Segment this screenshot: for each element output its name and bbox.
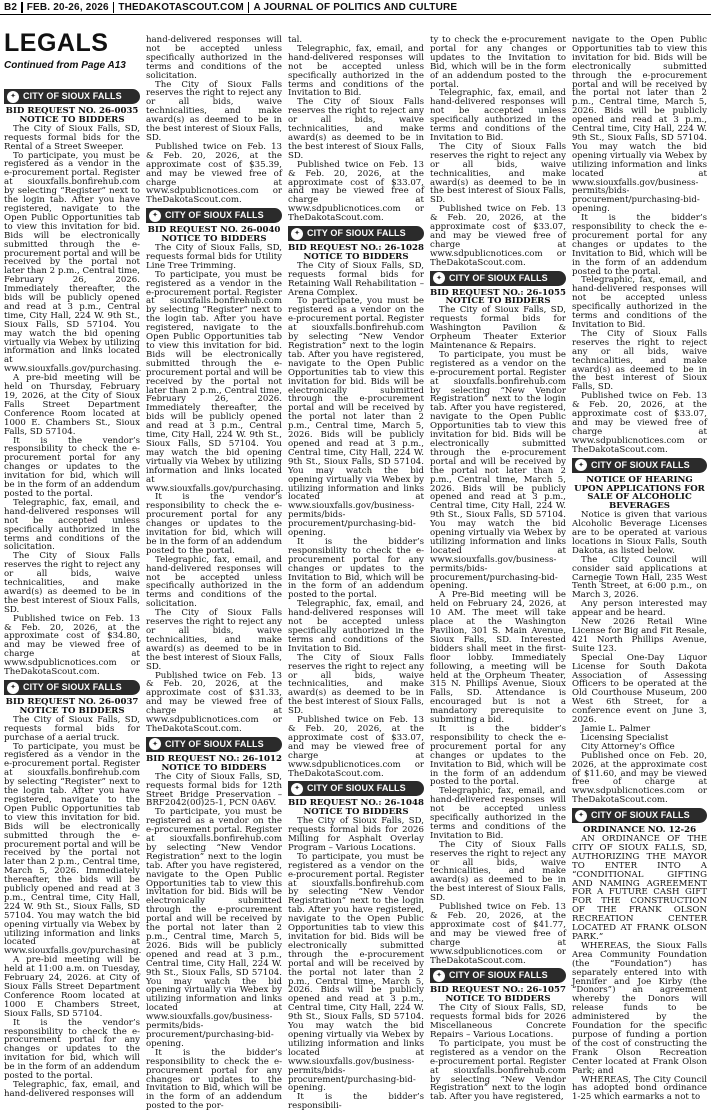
notice-paragraph: To participate, you must be registered as a vendor on the e-procurement portal. Register at siouxfalls.bonfirehub.com by selecting “New Vendor Registration” next to the login tab. After you have registered, navigate to the Open Public Opportunities tab to view this invitation for bid. Bids will be electronically submitted through the e-procurement portal and will be received by the portal not later than 2 p.m., Central time, March 5, 2026. Bids will be publicly opened and read at 3 p.m., Central time, City Hall, 224 W. 9th St., Sioux Falls, SD 57104. You may watch the bid opening virtually via Webex by utilizing information and links located at www.siouxfalls.gov/business-permits/bids-procurement/purchasing-bid-opening. bbox=[430, 349, 566, 592]
notice-header: NOTICE TO BIDDERS bbox=[445, 994, 551, 1005]
banner-label: CITY OF SIOUX FALLS bbox=[449, 272, 548, 283]
notice-paragraph: Any person interested may appear and be heard. bbox=[572, 599, 707, 619]
banner-label: CITY OF SIOUX FALLS bbox=[307, 783, 406, 794]
notice-paragraph: Published once on Feb. 20, 2026, at the approximate cost of $11.60, and may be viewed free of charge at www.sdpublicnotices.com or TheDakotaScout.com. bbox=[572, 750, 707, 806]
section-heading bbox=[4, 30, 142, 71]
banner-label: CITY OF SIOUX FALLS bbox=[591, 810, 690, 821]
notice-paragraph: To participate, you must be registered as a vendor on the e-procurement portal. Register at siouxfalls.bonfirehub.com by selecting “New Vendor Registration” next to the login tab. After you have registered, bbox=[430, 1038, 566, 1103]
notice-paragraph: tal. bbox=[288, 35, 303, 45]
notice-paragraph: Published twice on Feb. 13 & Feb. 20, 2026, at the approximate cost of $33.07, and may be viewed free of charge at www.sdpublicnotices.com or TheDakotaScout.com. bbox=[288, 715, 424, 779]
notice-paragraph: To participate, you must be registered as a vendor in the e-procurement portal. Register at siouxfalls.bonfirehub.com by selecting “Register” next to the login tab. After you have registered, navigate to the Open Public Opportunities tab to view this invitation for bid. Bids will be electronically submitted through the e-procurement portal and will be received by the portal not later than 2 p.m., Central time, March 5, 2026. Immediately thereafter, the bids will be publicly opened and read at 3 p.m., Central time, City Hall, 224 W. 9th St., Sioux Falls, SD 57104. You may watch the bid opening virtually via Webex by utilizing information and links located at www.siouxfalls.gov/purchasing. bbox=[4, 741, 142, 957]
notice-paragraph: Published twice on Feb. 13 & Feb. 20, 2026, at the approximate cost of $33.07, and may be viewed free of charge at www.sdpublicnotices.com or TheDakotaScout.com. bbox=[572, 391, 707, 455]
notice-paragraph: Published twice on Feb. 13 & Feb. 20, 2026, at the approximate cost of $33.07, and may be viewed free of charge at www.sdpublicnotices.com or TheDakotaScout.com. bbox=[288, 159, 424, 224]
notice-header: BID REQUEST NO.: 26-1057 bbox=[430, 985, 566, 996]
notice-paragraph: Telegraphic, fax, email, and hand-delivered responses will not be accepted unless specifically authorized in the terms and conditions of the Invitation to Bid. bbox=[288, 43, 424, 99]
page-number: B2 bbox=[4, 1, 18, 13]
notice-paragraph: Telegraphic, fax, email, and hand-delivered responses will not be accepted unless specifically authorized in the terms and conditions of the solicitation. bbox=[4, 497, 140, 553]
notice-paragraph: It is the bidder’s responsibility to check the e-procurement portal for any changes or updates to the Invitation to Bid, which will be in the form of an addendum posted to the portal. bbox=[430, 723, 566, 788]
notice-paragraph: Published twice on Feb. 13 & Feb. 20, 2026, at the approximate cost of $33.07, and may be viewed free of charge at www.sdpublicnotices.com or TheDakotaScout.com. bbox=[430, 204, 566, 268]
city-seal-icon: ✦ bbox=[291, 783, 303, 795]
notice-paragraph: ty to check the e-procurement portal for any changes or updates to the Invitation to Bid, which will be in the form of an addendum posted to the portal. bbox=[430, 35, 566, 90]
section-banner bbox=[572, 458, 707, 473]
masthead bbox=[0, 0, 711, 15]
column-4 bbox=[430, 35, 566, 1103]
continued-note: Continued from Page A13 bbox=[4, 60, 126, 71]
notice-paragraph: The City of Sioux Falls, SD, requests formal bids for 2026 Miscellaneous Concrete Repairs – Various Locations. bbox=[430, 1003, 566, 1040]
notice-header: NOTICE TO BIDDERS bbox=[19, 114, 125, 125]
column-2 bbox=[146, 35, 284, 1111]
banner-label: CITY OF SIOUX FALLS bbox=[165, 210, 264, 221]
notice-paragraph: City Attorney’s Office bbox=[581, 741, 675, 752]
notice-paragraph: Published twice on Feb. 13 & Feb. 20, 2026, at the approximate cost of $41.77, and may be viewed free of charge at www.sdpublicnotices.com or TheDakotaScout.com. bbox=[430, 902, 566, 966]
section-title: LEGALS bbox=[4, 29, 109, 57]
notice-paragraph: The City of Sioux Falls, SD, requests formal bids for 2026 Milling for Asphalt Overlay Program – Various Locations. bbox=[288, 816, 424, 853]
notice-paragraph: Telegraphic, fax, email, and hand-delivered responses will not be accepted unless specifically authorized in the terms and conditions of the solicitation. bbox=[146, 554, 282, 610]
issue-date: FEB. 20-26, 2026 bbox=[26, 1, 109, 13]
notice-paragraph: Jamie L. Palmer bbox=[581, 723, 651, 734]
banner-label: CITY OF SIOUX FALLS bbox=[449, 970, 548, 981]
notice-paragraph: It is the bidder’s responsibility to check the e-procurement portal for any changes or updates to the Invitation to Bid, which will be in the form of an addendum posted to the portal. bbox=[288, 536, 424, 601]
notice-paragraph: The City of Sioux Falls reserves the right to reject any or all bids, waive technicalities, and make award(s) as deemed to be in the best interest of Sioux Falls, SD. bbox=[146, 79, 282, 143]
notice-header: NOTICE TO BIDDERS bbox=[303, 251, 409, 262]
notice-paragraph: The City of Sioux Falls, SD, requests formal bids for Utility Line Tree Trimming. bbox=[146, 243, 282, 271]
notice-paragraph: It is the bidder’s responsibility to check the e-procurement portal for any changes or updates to the Invitation to Bid, which will be in the form of an addendum posted to the portal. bbox=[572, 213, 707, 277]
notice-header: NOTICE OF HEARING UPON APPLICATIONS FOR SALE OF ALCOHOLIC BEVERAGES bbox=[574, 474, 705, 512]
notice-paragraph: To participate, you must be registered as a vendor on the e-procurement portal. Register at siouxfalls.bonfirehub.com by selecting “New Vendor Registration” next to the login tab. After you have registered, navigate to the Open Public Opportunities tab to view this invitation for bid. Bids will be electronically submitted through the e-procurement portal and will be received by the portal not later than 2 p.m., Central time, March 5, 2026. Bids will be publicly opened and read at 3 p.m., Central time, City Hall, 224 W. 9th St., Sioux Falls, SD 57104. You may watch the bid opening virtually via Webex by utilizing information and links located at www.siouxfalls.gov/business-permits/bids-procurement/purchasing-bid-opening. bbox=[288, 851, 424, 1094]
tagline: A JOURNAL OF POLITICS AND CULTURE bbox=[253, 1, 458, 13]
notice-paragraph: hand-delivered responses will not be accepted unless specifically authorized in the terms and conditions of the solicitation. bbox=[146, 35, 282, 81]
notice-paragraph: The City of Sioux Falls reserves the right to reject any or all bids, waive technicalities, and make award(s) as deemed to be in the best interest of Sioux Falls, SD. bbox=[288, 652, 424, 717]
notice-paragraph: It is the vendor’s responsibility to check the e-procurement portal for any changes or updates to the invitation for bid, which will be in the form of an addendum posted to the portal. bbox=[4, 1017, 140, 1082]
notice-paragraph: The City of Sioux Falls reserves the right to reject any or all bids, waive technicalities, and make award(s) as deemed to be in the best interest of Sioux Falls, SD. bbox=[430, 141, 566, 206]
notice-paragraph: To participate, you must be registered as a vendor on the e-procurement portal. Register at siouxfalls.bonfirehub.com by selecting “New Vendor Registration” next to the login tab. After you have registered, navigate to the Open Public Opportunities tab to view this invitation for bid. Bids will be electronically submitted through the e-procurement portal and will be received by the portal not later than 2 p.m., Central time, March 5, 2026. Bids will be publicly opened and read at 3 p.m., Central time, City Hall, 224 W. 9th St., Sioux Falls, SD 57104. You may watch the bid opening virtually via Webex by utilizing information and links located at www.siouxfalls.gov/business-permits/bids-procurement/purchasing-bid-opening. bbox=[288, 296, 424, 539]
section-banner bbox=[288, 781, 424, 796]
section-banner bbox=[4, 680, 140, 695]
notice-paragraph: navigate to the Open Public Opportunities tab to view this invitation for bid. Bids will be electronically submitted through the e-procurement portal and will be received by the portal not later than 2 p.m., Central time, March 5, 2026. Bids will be publicly opened and read at 3 p.m., Central time, City Hall, 224 W. 9th St., Sioux Falls, SD 57104. You may watch the bid opening virtually via Webex by utilizing information and links located at www.siouxfalls.gov/business-permits/bids-procurement/purchasing-bid-opening. bbox=[572, 35, 707, 215]
notice-paragraph: To participate, you must be registered as a vendor in the e-procurement portal. Register at siouxfalls.bonfirehub.com by selecting “Register” next to the login tab. After you have registered, navigate to the Open Public Opportunities tab to view this invitation for bid. Bids will be electronically submitted through the e-procurement portal and will be received by the portal not later than 2 p.m., Central time, February 26, 2026. Immediately thereafter, the bids will be publicly opened and read at 3 p.m., Central time, City Hall, 224 W. 9th St., Sioux Falls, SD 57104. You may watch the bid opening virtually via Webex by utilizing information and links located at www.siouxfalls.gov/purchasing. bbox=[4, 150, 142, 375]
notice-header: BID REQUEST NO.: 26-1012 bbox=[146, 753, 282, 764]
section-banner bbox=[572, 808, 707, 823]
notice-paragraph: WHEREAS, The City Council has adopted bond ordinance 1-25 which earmarks a not to bbox=[572, 1074, 707, 1103]
notice-paragraph: The City of Sioux Falls reserves the right to reject any or all bids, waive technicalities, and make award(s) as deemed to be in the best interest of Sioux Falls, SD. bbox=[146, 608, 282, 672]
notice-paragraph: A Pre-Bid meeting will be held on February 24, 2026, at 10 AM. The meet will take place at the Washington Pavilion, 301 S. Main Avenue, Sioux Falls, SD. Interested bidders shall meet in the first-floor lobby. Immediately following, a meeting will be held at the Orpheum Theater, 315 N. Phillips Avenue, Sioux Falls, SD. Attendance is encouraged but is not a mandatory prerequisite to submitting a bid. bbox=[430, 590, 566, 726]
city-seal-icon: ✦ bbox=[433, 970, 445, 982]
notice-paragraph: A pre-bid meeting will be held on Thursday, February 19, 2026, at the City of Sioux Falls Street Department Conference Room located at 1000 E. Chambers St., Sioux Falls, SD 57104. bbox=[4, 373, 140, 437]
notice-paragraph: Notice is given that various Alcoholic Beverage Licenses are to be operated at various locations in Sioux Falls, South Dakota, as listed below. bbox=[572, 510, 707, 556]
notice-paragraph: Published twice on Feb. 13 & Feb. 20, 2026, at the approximate cost of $31.33, and may be viewed free of charge at www.sdpublicnotices.com or TheDakotaScout.com. bbox=[146, 670, 282, 734]
notice-header: NOTICE TO BIDDERS bbox=[303, 807, 409, 818]
notice-paragraph: AN ORDINANCE OF THE CITY OF SIOUX FALLS, SD, AUTHORIZING THE MAYOR TO ENTER INTO A “CONDITIONAL GIFTING AND NAMING AGREEMENT FOR A FUTURE CASH GIFT FOR THE CONSTRUCTION OF THE FRANK OLSON RECREATION CENTER LOCATED AT FRANK OLSON PARK.” bbox=[572, 834, 707, 942]
section-banner bbox=[146, 208, 282, 223]
notice-header: NOTICE TO BIDDERS bbox=[19, 705, 125, 716]
section-banner bbox=[430, 271, 566, 286]
city-seal-icon: ✦ bbox=[433, 272, 445, 284]
notice-paragraph: The City of Sioux Falls, SD, requests formal bids for purchase of a aerial truck. bbox=[4, 714, 140, 743]
notice-header: BID REQUEST NO.: 26-1028 bbox=[288, 243, 424, 254]
site-name: THEDAKOTASCOUT.COM bbox=[118, 1, 244, 13]
notice-paragraph: Special One-Day Liquor License for South Dakota Association of Assessing Officers to be operated at the Old Courthouse Museum, 200 West 6th Street, for a conference event on June 3, 2026. bbox=[572, 652, 707, 726]
notice-paragraph: It is the vendor’s responsibility to check the e-procurement portal for any changes or updates to the invitation for bid, which will be in the form of an addendum posted to the portal. bbox=[4, 435, 140, 499]
city-seal-icon: ✦ bbox=[149, 210, 161, 222]
notice-paragraph: The City of Sioux Falls, SD, requests formal bids for the Rental of a Street Sweeper. bbox=[4, 123, 140, 152]
notice-paragraph: The City of Sioux Falls reserves the right to reject any or all bids, waive technicalities, and make award(s) as deemed to be in the best interest of Sioux Falls, SD. bbox=[4, 551, 140, 615]
notice-header: NOTICE TO BIDDERS bbox=[445, 296, 551, 307]
notice-paragraph: A pre-bid meeting will be held at 11:00 a.m. on Tuesday, February 24, 2026. at City of Sioux Falls Street Department Conference Room located at 1000 E Chambers Street, Sioux Falls, SD 57104. bbox=[4, 955, 140, 1019]
notice-paragraph: The City Council will consider said applications at Carnegie Town Hall, 235 West Tenth Street, at 6:00 p.m., on March 3, 2026. bbox=[572, 554, 707, 601]
notice-paragraph: WHEREAS, the Sioux Falls Area Community Foundation (the “Foundation”) has separately entered into with Jennifer and Joe Kirby (the “Donors”) an agreement whereby the Donors will release funds to be administered by the Foundation for the specific purpose of funding a portion of the cost of constructing the Frank Olson Recreation Center located at Frank Olson Park; and bbox=[572, 940, 707, 1076]
notice-header: BID REQUEST NO. 26-0035 bbox=[5, 106, 139, 116]
city-seal-icon: ✦ bbox=[149, 738, 161, 750]
banner-label: CITY OF SIOUX FALLS bbox=[23, 682, 122, 693]
notice-paragraph: To participate, you must be registered as a vendor on the e-procurement portal. Register at siouxfalls.bonfirehub.com by selecting “New Vendor Registration” next to the login tab. After you have registered, navigate to the Open Public Opportunities tab to view this invitation for bid. Bids will be electronically submitted through the e-procurement portal and will be received by the portal not later than 2 p.m., Central time, March 5, 2026. Bids will be publicly opened and read at 3 p.m., Central time, City Hall, 224 W. 9th St., Sioux Falls, SD 57104. You may watch the bid opening virtually via Webex by utilizing information and links located at www.siouxfalls.gov/business-permits/bids-procurement/purchasing-bid-opening. bbox=[146, 807, 282, 1049]
column-3 bbox=[288, 35, 424, 1111]
banner-label: CITY OF SIOUX FALLS bbox=[591, 459, 690, 470]
banner-label: CITY OF SIOUX FALLS bbox=[307, 228, 406, 239]
notice-paragraph: It is the bidder’s responsibility to check the e-procurement portal for any changes or updates to the Invitation to Bid, which will be in the form of an addendum posted to the por- bbox=[146, 1047, 282, 1111]
notice-paragraph: Telegraphic, fax, email, and hand-delivered responses will bbox=[4, 1079, 140, 1099]
notice-header: NOTICE TO BIDDERS bbox=[161, 234, 267, 245]
notice-paragraph: Telegraphic, fax, email, and hand-delivered responses will not be accepted unless specifically authorized in the terms and conditions of the Invitation to Bid. bbox=[430, 786, 566, 841]
section-banner bbox=[288, 226, 424, 241]
city-seal-icon: ✦ bbox=[575, 810, 587, 822]
notice-paragraph: To participate, you must be registered as a vendor in the e-procurement portal. Register at siouxfalls.bonfirehub.com by selecting “Register” next to the login tab. After you have registered, navigate to the Open Public Opportunities tab to view this invitation for bid. Bids will be electronically submitted through the e-procurement portal and will be received by the portal not later than 2 p.m., Central time, February 26, 2026. Immediately thereafter, the bids will be publicly opened and read at 3 p.m., Central time, City Hall, 224 W. 9th St., Sioux Falls, SD 57104. You may watch the bid opening virtually via Webex by utilizing information and links located at www.siouxfalls.gov/purchasing. bbox=[146, 269, 284, 494]
notice-paragraph: New 2026 Retail Wine License for Big and Fit Resale, 421 North Phillips Avenue, Suite 123. bbox=[572, 617, 707, 654]
notice-paragraph: It is the vendor’s responsibility to check the e-procurement portal for any changes or updates to the invitation for bid, which will be in the form of an addendum posted to the portal. bbox=[146, 492, 282, 556]
notice-paragraph: The City of Sioux Falls reserves the right to reject any or all bids, waive technicalities, and make award(s) as deemed to be in the best interest of Sioux Falls, SD. bbox=[430, 839, 566, 904]
notice-paragraph: Telegraphic, fax, email, and hand-delivered responses will not be accepted unless specifically authorized in the terms and conditions of the Invitation to Bid. bbox=[288, 599, 424, 654]
notice-header: ORDINANCE NO. 12-26 bbox=[582, 825, 697, 836]
notice-paragraph: Published twice on Feb. 13 & Feb. 20, 2026, at the approximate cost of $35.39, and may be viewed free of charge at www.sdpublicnotices.com or TheDakotaScout.com. bbox=[146, 141, 282, 206]
notice-paragraph: The City of Sioux Falls reserves the right to reject any or all bids, waive technicalities, and make award(s) as deemed to be in the best interest of Sioux Falls, SD. bbox=[288, 97, 424, 161]
city-seal-icon: ✦ bbox=[575, 459, 587, 471]
section-banner bbox=[146, 737, 282, 752]
notice-header: BID REQUEST NO. 26-0037 bbox=[5, 697, 139, 707]
banner-label: CITY OF SIOUX FALLS bbox=[23, 91, 122, 102]
notice-header: BID REQUEST NO. 26-0040 bbox=[147, 225, 281, 236]
notice-paragraph: Published twice on Feb. 13 & Feb. 20, 2026, at the approximate cost of $34.80, and may be viewed free of charge at www.sdpublicnotices.com or TheDakotaScout.com. bbox=[4, 613, 140, 678]
notice-header: BID REQUEST NO.: 26-1055 bbox=[430, 287, 566, 298]
notice-paragraph: The City of Sioux Falls, SD, requests formal bids for Washington Pavilion & Orpheum Theater Exterior Maintenance & Repairs. bbox=[430, 305, 566, 351]
notice-paragraph: The City of Sioux Falls reserves the right to reject any or all bids, waive technicalities, and make award(s) as deemed to be in the best interest of Sioux Falls, SD. bbox=[572, 328, 707, 393]
notice-header: BID REQUEST NO.: 26-1048 bbox=[288, 798, 424, 809]
notice-paragraph: It is the bidder’s responsibili- bbox=[288, 1092, 424, 1111]
column-5 bbox=[572, 35, 707, 1103]
banner-label: CITY OF SIOUX FALLS bbox=[165, 738, 264, 749]
notice-paragraph: Licensing Specialist bbox=[581, 732, 669, 743]
city-seal-icon: ✦ bbox=[291, 228, 303, 240]
notice-header: NOTICE TO BIDDERS bbox=[161, 762, 267, 773]
section-banner bbox=[4, 89, 140, 104]
city-seal-icon: ✦ bbox=[7, 682, 19, 694]
city-seal-icon: ✦ bbox=[7, 91, 19, 103]
column-1 bbox=[4, 86, 142, 1099]
notice-paragraph: Telegraphic, fax, email, and hand-delivered responses will not be accepted unless specifically authorized in the terms and conditions of the Invitation to Bid. bbox=[430, 88, 566, 143]
section-banner bbox=[430, 968, 566, 983]
notice-paragraph: The City of Sioux Falls, SD, requests formal bids for 12th Street Bridge Preservation – BRF2042(00)25-1, PCN 0A6V. bbox=[146, 771, 282, 809]
notice-paragraph: Telegraphic, fax, email, and hand-delivered responses will not be accepted unless specifically authorized in the terms and conditions of the Invitation to Bid. bbox=[572, 275, 707, 330]
notice-paragraph: The City of Sioux Falls, SD, requests formal bids for Retaining Wall Rehabilitation – Arena Complex. bbox=[288, 260, 424, 298]
